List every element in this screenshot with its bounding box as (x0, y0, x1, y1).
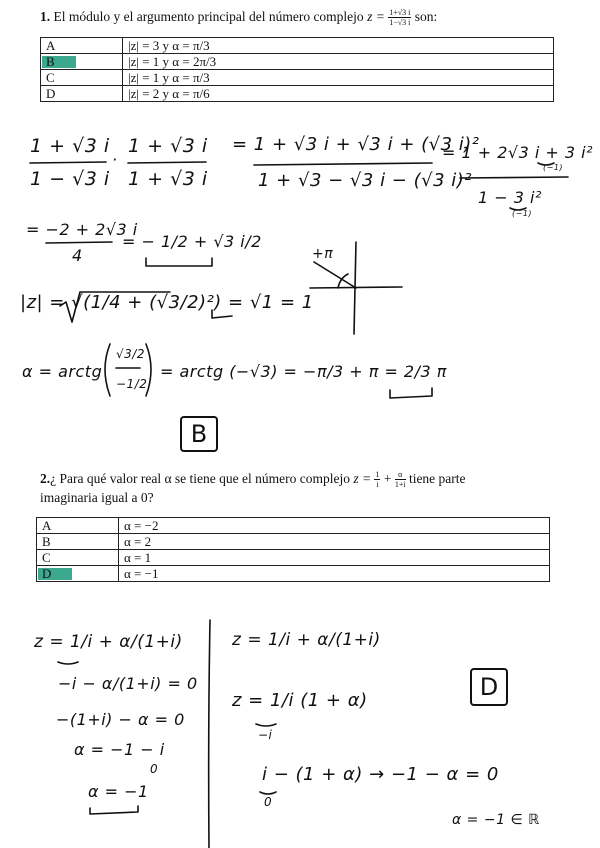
fraction-numerator: 1 (375, 470, 380, 480)
hw-q1-simp-num: = 1 + 2√3 i + 3 i² (442, 143, 594, 162)
z-equals: z = (367, 9, 385, 24)
hw-q2-right-3b: 0 (264, 795, 273, 809)
hw-q1-minus1-a: (−1) (543, 163, 564, 172)
hw-q2-left-4: α = −1 − i (74, 740, 165, 759)
option-letter: A (46, 38, 56, 53)
paren-left (105, 344, 110, 396)
option-value: |z| = 1 y α = π/3 (123, 70, 554, 86)
question-text-line2: imaginaria igual a 0? (40, 490, 154, 506)
z-equals: z = (353, 471, 372, 486)
option-letter: B (46, 54, 55, 69)
hw-q2-left-4b: 0 (150, 762, 159, 776)
plus-sign: + (383, 471, 392, 486)
paren-right (146, 344, 151, 396)
hw-q1-frac2-den: 1 + √3 i (128, 168, 208, 190)
question-text: El módulo y el argumento principal del número complejo (53, 9, 364, 24)
result-bracket (212, 310, 232, 318)
answer-box-q1: B (180, 416, 218, 452)
question-text: ¿ Para qué valor real α se tiene que el número complejo (50, 471, 350, 486)
option-letter: A (42, 518, 52, 533)
option-value: α = 1 (119, 550, 550, 566)
hw-q1-line2-num: = −2 + 2√3 i (26, 220, 138, 239)
fraction-bar (460, 177, 568, 178)
fraction-denominator: 1−√3 i (389, 18, 411, 28)
fraction-numerator: 1+√3 i (389, 8, 411, 18)
option-letter: D (46, 86, 56, 101)
answer-box-q2: D (470, 668, 508, 706)
question-number: 2. (40, 471, 51, 486)
option-letter: B (42, 534, 51, 549)
plot-vector (314, 262, 356, 288)
underbrace (510, 208, 526, 210)
fraction-denominator: i (376, 480, 379, 490)
option-value: α = −1 (119, 566, 550, 582)
option-value: |z| = 3 y α = π/3 (123, 38, 554, 54)
plot-angle-arc (338, 274, 348, 288)
hw-q1-modulus: |z| = √(1/4 + (√3/2)²) = √1 = 1 (20, 292, 314, 313)
fraction-bar (46, 242, 112, 243)
hw-q1-plot-label: +π (312, 246, 334, 262)
option-letter: C (46, 70, 55, 85)
hw-q2-left-2: −i − α/(1+i) = 0 (58, 674, 198, 693)
result-bracket (390, 388, 432, 398)
sqrt-sign (60, 292, 170, 322)
hw-q1-arg-num: √3/2 (116, 347, 145, 361)
hw-q2-left-1: z = 1/i + α/(1+i) (34, 632, 183, 652)
hw-q2-right-1: z = 1/i + α/(1+i) (232, 630, 381, 650)
hw-q2-left-5: α = −1 (88, 782, 149, 801)
hw-q1-expand-num: = 1 + √3 i + √3 i + (√3 i)² (232, 134, 480, 155)
fraction-bar (128, 162, 206, 163)
underbrace (256, 724, 276, 726)
question-number: 1. (40, 9, 51, 24)
result-bracket (90, 806, 138, 814)
hw-q2-right-3: i − (1 + α) → −1 − α = 0 (262, 764, 499, 785)
hw-q1-simp-den: 1 − 3 i² (478, 188, 542, 207)
hw-q2-right-4: α = −1 ∈ ℝ (452, 812, 540, 828)
hw-q2-right-2: z = 1/i (1 + α) (232, 690, 368, 711)
hw-q1-arg-result: = arctg (−√3) = −π/3 + π = 2/3 π (160, 362, 447, 381)
hw-q1-arg-den: −1/2 (116, 377, 148, 391)
hw-q1-dot: · (112, 150, 118, 169)
underbrace (538, 163, 554, 165)
hw-q2-left-3: −(1+i) − α = 0 (56, 710, 185, 729)
option-value: α = −2 (119, 518, 550, 534)
underbrace (58, 662, 78, 664)
hw-q1-arg-label: α = arctg (22, 362, 103, 381)
question-text-cont: tiene parte (408, 471, 466, 486)
hw-q1-frac1-den: 1 − √3 i (30, 168, 110, 190)
underbrace (260, 792, 276, 794)
hw-q1-expand-den: 1 + √3 − √3 i − (√3 i)² (258, 170, 472, 191)
fraction-bar (30, 162, 106, 163)
hw-q1-line2-result: = − 1/2 + √3 i/2 (122, 232, 262, 251)
option-value: |z| = 1 y α = 2π/3 (123, 54, 554, 70)
option-value: α = 2 (119, 534, 550, 550)
option-letter: D (42, 566, 52, 581)
result-bracket (146, 258, 212, 266)
divider-line (209, 620, 210, 848)
fraction-numerator: α (395, 470, 406, 480)
hw-q1-frac1-num: 1 + √3 i (30, 135, 110, 157)
fraction-denominator: 1+i (394, 480, 406, 490)
question-text-end: son: (414, 9, 438, 24)
option-value: |z| = 2 y α = π/6 (123, 86, 554, 102)
hw-q1-minus1-b: (−1) (512, 209, 533, 218)
fraction-bar (254, 163, 432, 165)
option-letter: C (42, 550, 51, 565)
hw-q1-frac2-num: 1 + √3 i (128, 135, 208, 157)
hw-q2-right-2b: −i (258, 728, 273, 742)
hw-q1-line2-den: 4 (72, 246, 83, 265)
